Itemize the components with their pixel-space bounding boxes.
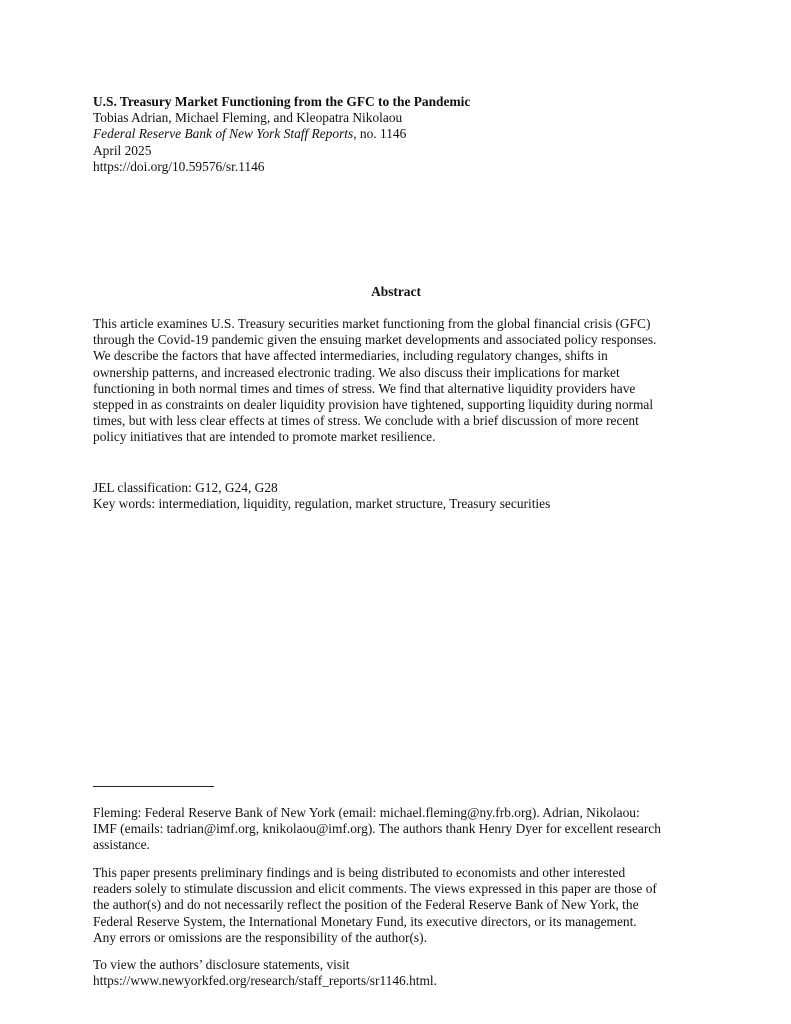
disclosure-link[interactable]: https://www.newyorkfed.org/research/staff_reports/sr1146.html. [93, 973, 437, 989]
abstract-heading: Abstract [371, 284, 421, 299]
footnote-line: IMF (emails: tadrian@imf.org, knikolaou@imf.org). The authors thank Henry Dyer for excellent research [93, 821, 661, 837]
disclosure-footnote [93, 957, 699, 989]
abstract-line: functioning in both normal times and times of stress. We find that alternative liquidity providers have [93, 380, 636, 396]
jel-classification: JEL classification: G12, G24, G28 [93, 480, 278, 495]
report-number: , no. 1146 [353, 126, 407, 142]
abstract-body [93, 316, 699, 446]
footnote-line: Any errors or omissions are the responsibility of the author(s). [93, 929, 427, 945]
footnote-line: Fleming: Federal Reserve Bank of New York (email: michael.fleming@ny.frb.org). Adrian, Nikolaou: [93, 805, 640, 820]
abstract-line: policy initiatives that are intended to promote market resilience. [93, 429, 436, 445]
abstract-line: times, but with less clear effects at times of stress. We conclude with a brief discussion of more recent [93, 413, 639, 429]
publication-date: April 2025 [93, 142, 152, 158]
keywords: Key words: intermediation, liquidity, regulation, market structure, Treasury securities [93, 496, 551, 512]
footnote-line: assistance. [93, 837, 150, 853]
abstract-line: stepped in as constraints on dealer liquidity provision have tightened, supporting liquidity during normal [93, 397, 654, 413]
footnote-separator [93, 786, 214, 787]
publication-info [93, 126, 699, 142]
abstract-line: through the Covid-19 pandemic given the ensuing market developments and associated policy responses. [93, 332, 657, 348]
abstract-line: ownership patterns, and increased electronic trading. We also discuss their implications for market [93, 364, 620, 380]
paper-title: U.S. Treasury Market Functioning from the GFC to the Pandemic [93, 94, 471, 109]
disclaimer-footnote [93, 865, 699, 946]
footnote-line: Federal Reserve System, the International Monetary Fund, its executive directors, or its management. [93, 913, 637, 929]
journal-name: Federal Reserve Bank of New York Staff Reports [93, 126, 354, 142]
footnote-line: readers solely to stimulate discussion and elicit comments. The views expressed in this paper are those of [93, 881, 657, 897]
affiliation-footnote [93, 805, 699, 854]
classification-block [93, 480, 699, 512]
abstract-line: This article examines U.S. Treasury securities market functioning from the global financial crisis (GFC) [93, 316, 651, 331]
paper-header [93, 94, 699, 175]
doi-link[interactable]: https://doi.org/10.59576/sr.1146 [93, 158, 265, 174]
footnote-line: This paper presents preliminary findings and is being distributed to economists and other interested [93, 865, 626, 880]
footnote-line: the author(s) and do not necessarily reflect the position of the Federal Reserve Bank of New York, the [93, 897, 639, 913]
footnote-line: To view the authors’ disclosure statements, visit [93, 957, 350, 972]
abstract-line: We describe the factors that have affected intermediaries, including regulatory changes, shifts in [93, 348, 608, 364]
author-list: Tobias Adrian, Michael Fleming, and Kleopatra Nikolaou [93, 110, 403, 126]
